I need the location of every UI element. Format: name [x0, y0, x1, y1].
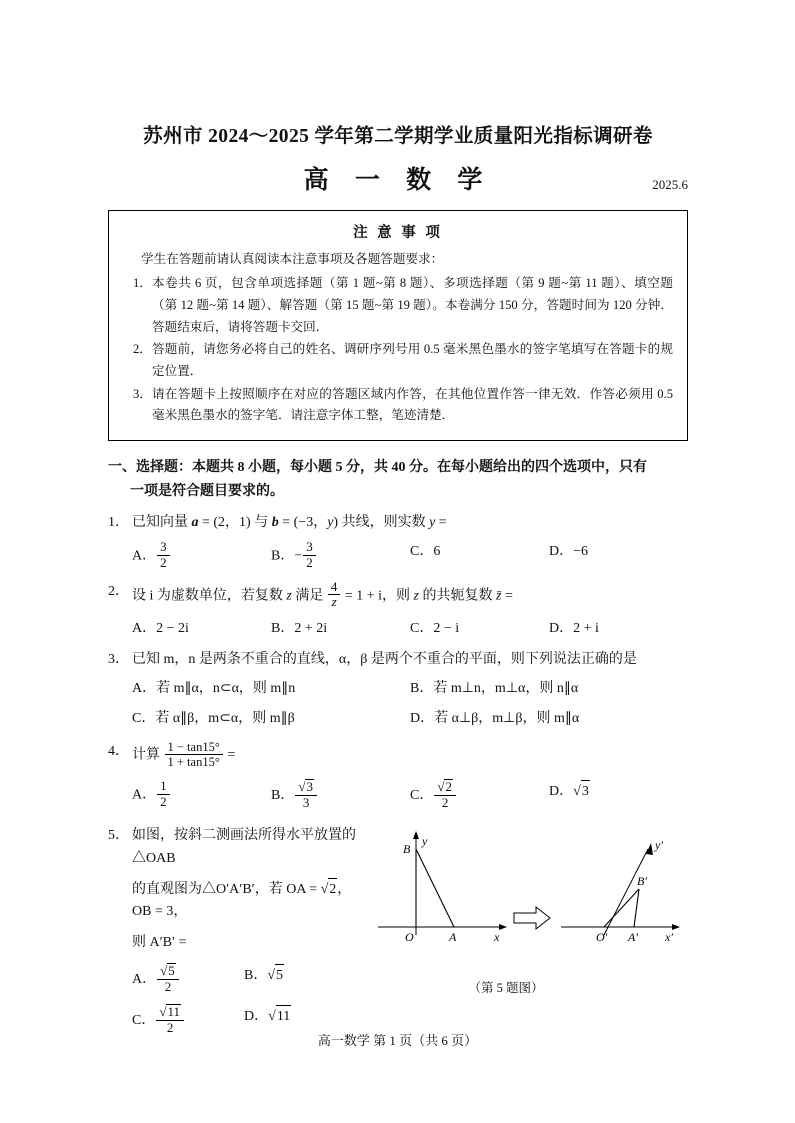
svg-text:x: x — [494, 930, 500, 945]
subject-row — [108, 160, 688, 196]
notice-lead: 学生在答题前请认真阅读本注意事项及各题答题要求： — [141, 252, 444, 266]
option-d[interactable]: D．−6 — [549, 544, 589, 560]
notice-item — [133, 339, 673, 382]
option-a[interactable]: A． $\frac{1}{2}$ — [132, 780, 271, 811]
option-b[interactable]: B．− $\frac{3}{2}$ — [271, 541, 410, 571]
question-number: 1． — [108, 515, 129, 531]
option-c[interactable]: C．若 α∥β，m⊂α，则 m∥β — [132, 710, 295, 726]
question-1-options — [132, 541, 688, 571]
question-stem-line2: 的直观图为△O′A′B′，若 OA = √2，OB = 3， — [132, 878, 356, 924]
question-stem: 已知 m，n 是两条不重合的直线，α，β 是两个不重合的平面，则下列说法正确的是 — [132, 651, 637, 667]
option-a[interactable]: A．2 − 2i — [132, 620, 189, 636]
vector-a: a — [191, 515, 199, 531]
question-1 — [108, 512, 688, 571]
option-c[interactable]: C． $\frac{√2}{2}$ — [410, 780, 549, 811]
option-c[interactable]: C．2 − i — [410, 620, 460, 636]
option-b[interactable]: B． $\frac{√3}{3}$ — [271, 780, 410, 811]
svg-text:y′: y′ — [655, 838, 663, 853]
section-label: 一、选择题： — [108, 459, 192, 475]
svg-text:A′: A′ — [628, 930, 638, 945]
question-4-options — [132, 780, 688, 811]
notice-item-number: 1． — [133, 276, 152, 291]
section-desc-cont: 一项是符合题目要求的。 — [130, 483, 284, 499]
page-footer — [0, 1030, 795, 1049]
footer-text: 高一数学 第 1 页（共 6 页） — [317, 1033, 478, 1048]
notice-item-text: 答题前，请您务必将自己的姓名、调研序列号用 0.5 毫米黑色墨水的签字笔填写在答题卡的规定位置． — [152, 342, 673, 379]
svg-text:O′: O′ — [596, 930, 608, 945]
svg-text:B′: B′ — [637, 874, 647, 889]
question-2 — [108, 578, 688, 640]
page-title: 苏州市 2024～2025 学年第二学期学业质量阳光指标调研卷 — [143, 126, 653, 147]
exam-date: 2025.6 — [652, 177, 688, 192]
option-d[interactable]: D．√3 — [549, 780, 688, 811]
option-d[interactable]: D．√11 — [244, 1005, 356, 1036]
option-b[interactable]: B．2 + 2i — [271, 620, 328, 636]
question-number: 3． — [108, 651, 129, 667]
option-b[interactable]: B．若 m⊥n，m⊥α，则 n∥α — [410, 681, 579, 697]
figure-caption: （第 5 题图） — [468, 980, 544, 995]
svg-text:O: O — [405, 930, 414, 945]
svg-text:y: y — [422, 834, 428, 849]
option-c[interactable]: C． $\frac{√11}{2}$ — [132, 1005, 244, 1036]
question-5-options-row1 — [132, 964, 356, 995]
question-5-figure — [356, 827, 688, 1036]
notice-title: 注 意 事 项 — [353, 225, 443, 241]
question-number: 4． — [108, 744, 129, 760]
question-5 — [108, 825, 688, 1036]
question-stem-line1: 如图，按斜二测画法所得水平放置的△OAB — [132, 828, 356, 866]
notice-item — [133, 273, 673, 338]
svg-text:A: A — [449, 930, 457, 945]
page-content — [108, 0, 688, 1036]
option-d[interactable]: D．2 + i — [549, 620, 599, 636]
option-a[interactable]: A． $\frac{√5}{2}$ — [132, 964, 244, 995]
svg-text:B: B — [403, 842, 411, 857]
notice-item-number: 2． — [133, 342, 152, 357]
section-heading — [108, 456, 688, 503]
question-number: 2． — [108, 583, 129, 599]
subject-name: 高 一 数 学 — [303, 167, 493, 194]
question-number: 5． — [108, 828, 129, 844]
notice-item-number: 3． — [133, 386, 152, 401]
option-d[interactable]: D．若 α⊥β，m⊥β，则 m∥α — [410, 710, 580, 726]
question-4 — [108, 741, 688, 811]
section-desc: 本题共 8 小题，每小题 5 分，共 40 分。在每小题给出的四个选项中，只有 — [192, 459, 647, 475]
question-stem-line3: 则 A′B′ = — [132, 934, 187, 950]
option-a[interactable]: A．若 m∥α，n⊂α，则 m∥n — [132, 681, 296, 697]
question-3 — [108, 649, 688, 730]
option-b[interactable]: B．√5 — [244, 964, 356, 995]
question-3-options-row1 — [132, 678, 688, 700]
question-stem: 设 i 为虚数单位，若复数 z 满足 $\frac{4}{z}$ = 1 + i，则 z 的共轭复数 z̄ = — [132, 578, 513, 610]
question-2-options — [132, 618, 688, 640]
option-c[interactable]: C．6 — [410, 544, 441, 560]
notice-box — [108, 210, 688, 441]
question-stem: 已知向量 a = (2，1) 与 b = (−3，y) 共线，则实数 y = — [132, 515, 447, 531]
svg-text:x′: x′ — [665, 930, 673, 945]
notice-item-text: 请在答题卡上按照顺序在对应的答题区域内作答，在其他位置作答一律无效．作答必须用 0.5 毫米黑色墨水的签字笔．请注意字体工整，笔迹清楚． — [152, 386, 673, 423]
notice-item — [133, 384, 673, 427]
vector-b: b — [271, 515, 279, 531]
geometry-diagram — [356, 827, 686, 967]
option-a[interactable]: A． $\frac{3}{2}$ — [132, 541, 271, 571]
question-3-options-row2 — [132, 708, 688, 730]
notice-item-text: 本卷共 6 页，包含单项选择题（第 1 题~第 8 题）、多项选择题（第 9 题~第 11 题）、填空题（第 12 题~第 14 题）、解答题（第 15 题~第 19 题）。本卷满分 150 分，答题时间为 120 分钟．答题结束后，请将答题卡交回． — [152, 276, 673, 334]
question-stem: 计算 $\frac{1 - \tan 15^\circ}{1 + \tan 15^\circ}$ = — [132, 740, 236, 770]
